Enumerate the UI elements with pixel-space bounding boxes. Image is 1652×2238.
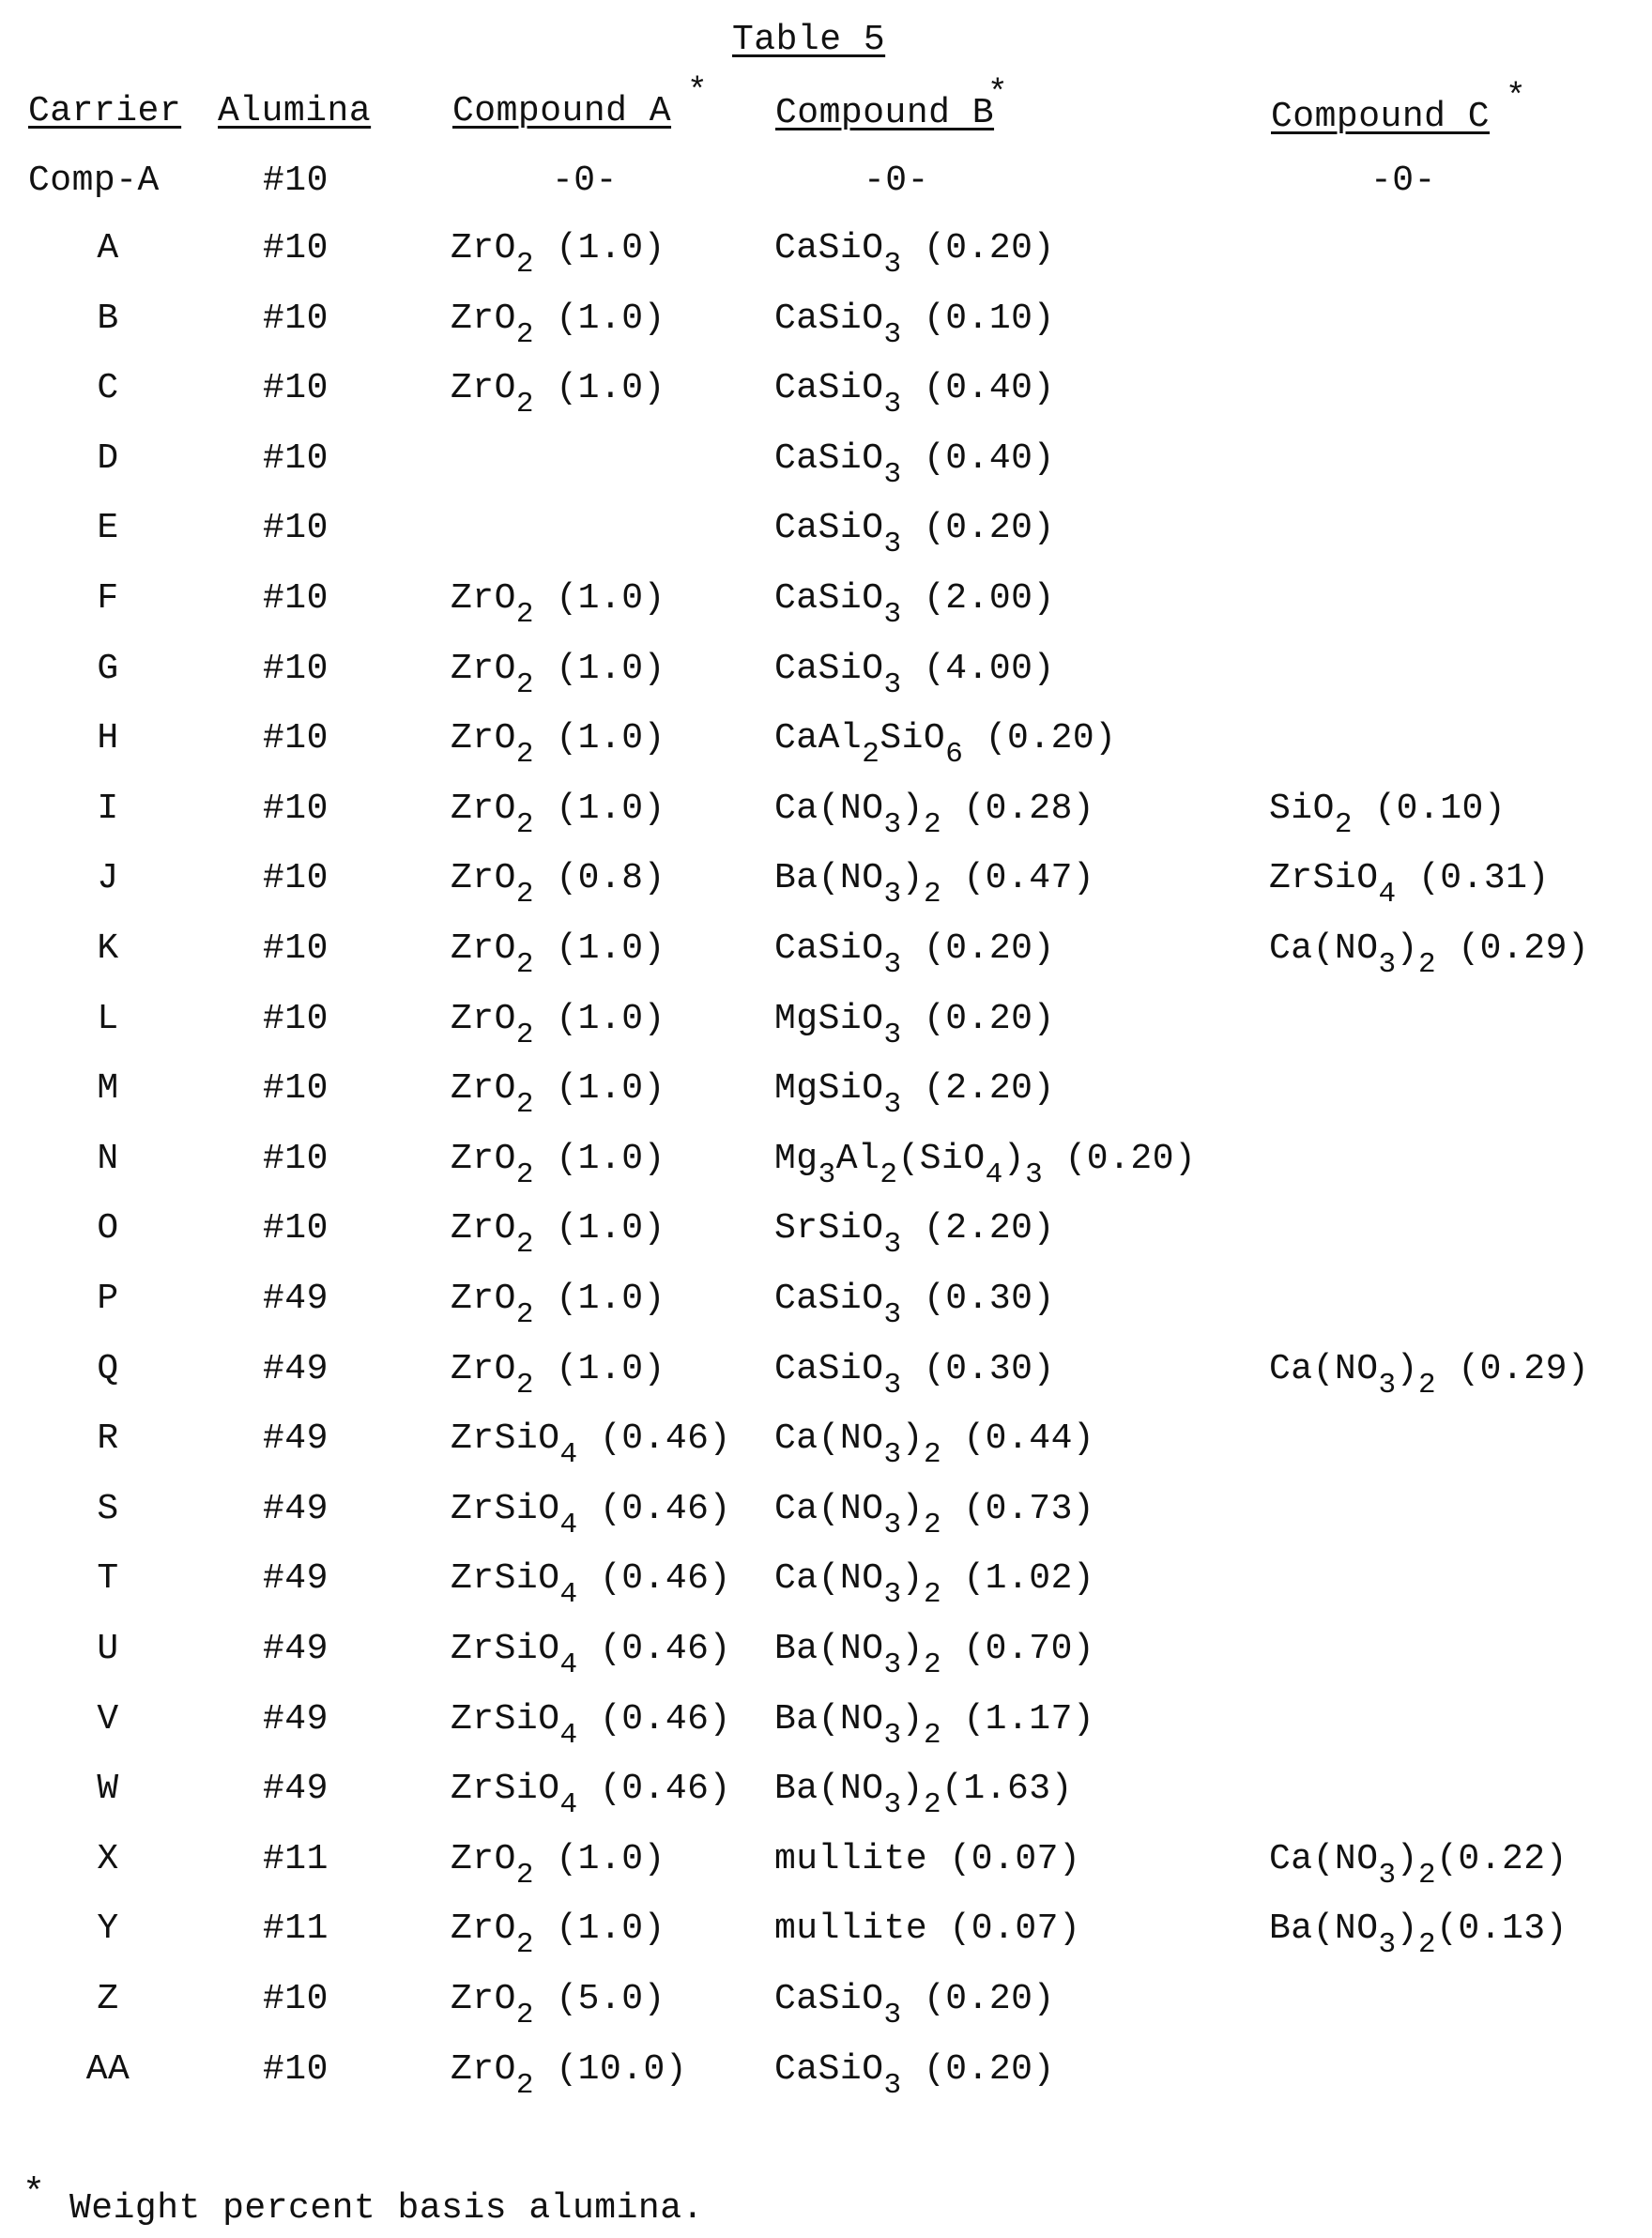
- carrier-cell: N: [97, 1138, 119, 1179]
- table-row: [0, 858, 1652, 912]
- subscript: 2: [515, 598, 535, 631]
- compound-a-cell: ZrO$_2$ (1.0): [451, 298, 665, 351]
- alumina-cell: #11: [263, 1908, 329, 1950]
- subscript: 3: [883, 248, 902, 281]
- carrier-cell: B: [97, 298, 119, 339]
- subscript: 2: [923, 1438, 942, 1472]
- compound-b-cell: CaSiO$_3$ (4.00): [774, 648, 1055, 701]
- subscript: 4: [1378, 878, 1397, 912]
- subscript: 2: [923, 1578, 942, 1612]
- subscript: 3: [883, 807, 902, 841]
- alumina-cell: #10: [263, 228, 329, 268]
- subscript: 2: [515, 807, 535, 841]
- compound-b-cell: $Ca(NO_3)_2$ (0.44): [774, 1418, 1095, 1472]
- compound-a-cell: ZrO$_2$ (1.0): [451, 578, 665, 631]
- compound-b-cell: $Ba(NO_3)_2$ (0.70): [774, 1629, 1095, 1681]
- compound-b-cell: CaSiO$_3$ (0.10): [774, 298, 1055, 351]
- table-row: [0, 437, 1652, 491]
- subscript: 2: [515, 317, 535, 351]
- subscript: 3: [883, 1578, 902, 1612]
- table-row: [0, 1488, 1652, 1541]
- footnote-asterisk-compound-a: *: [687, 72, 708, 111]
- subscript: 4: [559, 1648, 578, 1681]
- alumina-cell: #10: [263, 298, 329, 339]
- subscript: 2: [515, 1928, 535, 1962]
- compound-b-cell: CaSiO$_3$ (0.20): [774, 1979, 1055, 2031]
- carrier-cell: Q: [97, 1348, 119, 1389]
- compound-b-cell: $Ca(NO_3)_2$ (0.28): [774, 788, 1095, 841]
- subscript: 2: [515, 948, 535, 981]
- compound-a-cell: ZrO$_2$ (5.0): [451, 1979, 665, 2031]
- subscript: 2: [1417, 1368, 1437, 1402]
- compound-b-cell: CaSiO$_3$ (0.20): [774, 2048, 1055, 2102]
- subscript: 3: [1378, 948, 1397, 981]
- alumina-cell: #10: [263, 437, 329, 479]
- footnote-marker: *: [23, 2173, 46, 2215]
- carrier-cell: I: [97, 788, 119, 829]
- subscript: 2: [923, 1788, 942, 1822]
- subscript: 2: [515, 1368, 535, 1402]
- subscript: 4: [559, 1438, 578, 1472]
- alumina-cell: #10: [263, 718, 329, 759]
- alumina-cell: #49: [263, 1558, 329, 1600]
- carrier-cell: O: [97, 1208, 119, 1249]
- subscript: 2: [515, 388, 535, 422]
- subscript: 3: [1378, 1858, 1397, 1892]
- subscript: 2: [515, 248, 535, 281]
- footnote-text: Weight percent basis alumina.: [69, 2188, 704, 2229]
- alumina-cell: #10: [263, 1068, 329, 1110]
- alumina-cell: #49: [263, 1418, 329, 1460]
- compound-b-cell: CaSiO$_3$ (0.40): [774, 368, 1055, 422]
- carrier-cell: T: [97, 1558, 119, 1600]
- compound-c-cell: -0-: [1370, 161, 1436, 201]
- subscript: 4: [559, 1508, 578, 1541]
- compound-b-cell: $Ca(NO_3)_2$ (0.73): [774, 1488, 1095, 1541]
- compound-b-cell: CaSiO$_3$ (2.00): [774, 578, 1055, 631]
- subscript: 3: [883, 878, 902, 912]
- subscript: 2: [515, 878, 535, 912]
- compound-b-cell: MgSiO$_3$ (2.20): [774, 1068, 1055, 1122]
- subscript: 3: [883, 1648, 902, 1681]
- subscript: 3: [883, 1438, 902, 1472]
- compound-c-cell: $Ba(NO_3)_2(0.13)$: [1269, 1908, 1568, 1962]
- carrier-cell: U: [97, 1629, 119, 1669]
- compound-b-cell: CaSiO$_3$ (0.20): [774, 228, 1055, 281]
- table-row: [0, 1979, 1652, 2031]
- subscript: 3: [883, 667, 902, 701]
- compound-a-cell: ZrO$_2$ (1.0): [451, 1138, 665, 1191]
- carrier-cell: J: [97, 858, 119, 899]
- subscript: 3: [883, 1368, 902, 1402]
- subscript: 3: [883, 388, 902, 422]
- alumina-cell: #10: [263, 858, 329, 899]
- subscript: 3: [883, 1788, 902, 1822]
- table-row: [0, 928, 1652, 981]
- compound-a-cell: ZrO$_2$ (1.0): [451, 1348, 665, 1402]
- compound-a-cell: ZrO$_2$ (10.0): [451, 2048, 688, 2102]
- subscript: 2: [515, 1858, 535, 1892]
- carrier-cell: C: [97, 368, 119, 409]
- alumina-cell: #10: [263, 788, 329, 829]
- table-row: [0, 228, 1652, 281]
- alumina-cell: #49: [263, 1488, 329, 1529]
- subscript: 2: [515, 1228, 535, 1262]
- subscript: 3: [1378, 1368, 1397, 1402]
- header-compound-a: Compound A: [452, 91, 672, 131]
- subscript: 3: [883, 1298, 902, 1331]
- compound-a-cell: ZrSiO$_4$ (0.46): [451, 1488, 731, 1541]
- subscript: 2: [515, 1018, 535, 1051]
- subscript: 2: [923, 878, 942, 912]
- table-row: [0, 368, 1652, 422]
- table-row: [0, 578, 1652, 631]
- subscript: 2: [923, 1718, 942, 1752]
- subscript: 3: [883, 1228, 902, 1262]
- subscript: 3: [883, 1018, 902, 1051]
- table-row: [0, 1068, 1652, 1122]
- subscript: 2: [1334, 807, 1354, 841]
- subscript: 2: [1417, 948, 1437, 981]
- table-row: [0, 2048, 1652, 2102]
- compound-c-cell: SiO$_2$ (0.10): [1269, 788, 1507, 841]
- table-row: [0, 163, 1652, 201]
- table-row: [0, 1418, 1652, 1472]
- subscript: 2: [515, 1999, 535, 2031]
- compound-b-cell: $Mg_3Al_2(SiO_4)_3$ (0.20): [774, 1138, 1197, 1191]
- alumina-cell: #49: [263, 1348, 329, 1389]
- subscript: 2: [923, 1508, 942, 1541]
- carrier-cell: AA: [85, 2048, 130, 2090]
- subscript: 3: [883, 1508, 902, 1541]
- subscript: 4: [559, 1718, 578, 1752]
- carrier-cell: Comp-A: [28, 161, 160, 201]
- table-row: [0, 718, 1652, 772]
- alumina-cell: #10: [263, 1208, 329, 1249]
- carrier-cell: Z: [97, 1979, 119, 2019]
- alumina-cell: #49: [263, 1629, 329, 1669]
- subscript: 3: [883, 1999, 902, 2031]
- compound-b-cell: $Ba(NO_3)_2(1.63)$: [774, 1769, 1073, 1822]
- header-compound-c: Compound C: [1271, 97, 1491, 137]
- subscript: 3: [883, 1088, 902, 1122]
- carrier-cell: F: [97, 578, 119, 619]
- compound-a-cell: ZrSiO$_4$ (0.46): [451, 1558, 731, 1612]
- compound-a-cell: ZrO$_2$ (1.0): [451, 228, 665, 281]
- subscript: 2: [515, 2068, 535, 2102]
- table-row: [0, 998, 1652, 1051]
- table-row: [0, 1769, 1652, 1822]
- alumina-cell: #10: [263, 161, 329, 201]
- subscript: 2: [1417, 1928, 1437, 1962]
- table-row: [0, 1558, 1652, 1612]
- subscript: 3: [883, 317, 902, 351]
- alumina-cell: #10: [263, 2048, 329, 2090]
- compound-a-cell: ZrO$_2$ (1.0): [451, 718, 665, 772]
- compound-a-cell: ZrO$_2$ (1.0): [451, 928, 665, 981]
- subscript: 2: [515, 1088, 535, 1122]
- table-row: [0, 1138, 1652, 1191]
- subscript: 2: [923, 1648, 942, 1681]
- compound-a-cell: ZrO$_2$ (1.0): [451, 1838, 665, 1892]
- carrier-cell: Y: [97, 1908, 119, 1950]
- subscript: 4: [985, 1157, 1003, 1191]
- compound-a-cell: ZrO$_2$ (1.0): [451, 1068, 665, 1122]
- compound-c-cell: ZrSiO$_4$ (0.31): [1269, 858, 1550, 912]
- compound-b-cell: CaSiO$_3$ (0.20): [774, 508, 1055, 561]
- compound-a-cell: ZrO$_2$ (1.0): [451, 788, 665, 841]
- subscript: 2: [515, 1157, 535, 1191]
- subscript: 3: [818, 1157, 836, 1191]
- compound-c-cell: $Ca(NO_3)_2(0.22)$: [1269, 1838, 1568, 1892]
- compound-a-cell: ZrSiO$_4$ (0.46): [451, 1698, 731, 1752]
- compound-c-cell: $Ca(NO_3)_2$ (0.29): [1269, 928, 1590, 981]
- carrier-cell: M: [97, 1068, 119, 1110]
- compound-b-cell: MgSiO$_3$ (0.20): [774, 998, 1055, 1051]
- subscript: 2: [515, 738, 535, 772]
- subscript: 4: [559, 1578, 578, 1612]
- alumina-cell: #10: [263, 1979, 329, 2019]
- carrier-cell: S: [97, 1488, 119, 1529]
- carrier-cell: V: [97, 1698, 119, 1740]
- table-row: [0, 1698, 1652, 1752]
- subscript: 3: [883, 948, 902, 981]
- table-row: [0, 1348, 1652, 1402]
- subscript: 2: [515, 1298, 535, 1331]
- carrier-cell: X: [97, 1838, 119, 1879]
- carrier-cell: W: [97, 1769, 119, 1810]
- compound-a-cell: ZrSiO$_4$ (0.46): [451, 1629, 731, 1681]
- compound-b-cell: CaSiO$_3$ (0.20): [774, 928, 1055, 981]
- compound-a-cell: ZrO$_2$ (1.0): [451, 1208, 665, 1262]
- compound-a-cell: ZrO$_2$ (0.8): [451, 858, 665, 912]
- compound-a-cell: ZrO$_2$ (1.0): [451, 1279, 665, 1331]
- alumina-cell: #10: [263, 998, 329, 1039]
- subscript: 6: [945, 738, 964, 772]
- compound-b-cell: $Ca(NO_3)_2$ (1.02): [774, 1558, 1095, 1612]
- table-row: [0, 1629, 1652, 1681]
- compound-b-cell: $Ba(NO_3)_2$ (0.47): [774, 858, 1095, 912]
- subscript: 3: [883, 528, 902, 561]
- compound-b-cell: CaAl$_2$SiO$_6$ (0.20): [774, 718, 1117, 772]
- header-alumina: Alumina: [218, 91, 372, 131]
- table-row: [0, 1279, 1652, 1331]
- compound-b-cell: mullite (0.07): [774, 1838, 1081, 1879]
- footnote-asterisk-compound-b: *: [987, 74, 1008, 113]
- carrier-cell: R: [97, 1418, 119, 1460]
- carrier-cell: H: [97, 718, 119, 759]
- table-row: [0, 508, 1652, 561]
- compound-a-cell: ZrSiO$_4$ (0.46): [451, 1418, 731, 1472]
- header-carrier: Carrier: [28, 91, 182, 131]
- table-row: [0, 788, 1652, 841]
- header-compound-b: Compound B: [775, 93, 995, 133]
- alumina-cell: #10: [263, 648, 329, 689]
- compound-a-cell: ZrSiO$_4$ (0.46): [451, 1769, 731, 1822]
- table-row: [0, 1208, 1652, 1262]
- carrier-cell: A: [97, 228, 119, 268]
- carrier-cell: L: [97, 998, 119, 1039]
- compound-b-cell: SrSiO$_3$ (2.20): [774, 1208, 1055, 1262]
- compound-b-cell: mullite (0.07): [774, 1908, 1081, 1950]
- carrier-cell: E: [97, 508, 119, 549]
- compound-a-cell: ZrO$_2$ (1.0): [451, 648, 665, 701]
- carrier-cell: D: [97, 437, 119, 479]
- compound-b-cell: $Ba(NO_3)_2$ (1.17): [774, 1698, 1095, 1752]
- compound-a-cell: ZrO$_2$ (1.0): [451, 1908, 665, 1962]
- carrier-cell: P: [97, 1279, 119, 1319]
- alumina-cell: #10: [263, 928, 329, 969]
- subscript: 2: [862, 738, 880, 772]
- footnote-asterisk-compound-c: *: [1506, 78, 1526, 116]
- alumina-cell: #10: [263, 508, 329, 549]
- table-row: [0, 1908, 1652, 1962]
- compound-a-cell: ZrO$_2$ (1.0): [451, 998, 665, 1051]
- subscript: 4: [559, 1788, 578, 1822]
- alumina-cell: #49: [263, 1698, 329, 1740]
- compound-a-cell: -0-: [552, 161, 618, 201]
- table-row: [0, 648, 1652, 701]
- subscript: 3: [883, 2068, 902, 2102]
- alumina-cell: #10: [263, 578, 329, 619]
- compound-b-cell: CaSiO$_3$ (0.30): [774, 1279, 1055, 1331]
- alumina-cell: #10: [263, 368, 329, 409]
- compound-a-cell: ZrO$_2$ (1.0): [451, 368, 665, 422]
- alumina-cell: #49: [263, 1769, 329, 1810]
- subscript: 2: [923, 807, 942, 841]
- carrier-cell: G: [97, 648, 119, 689]
- table-title: Table 5: [732, 20, 886, 60]
- alumina-cell: #10: [263, 1138, 329, 1179]
- alumina-cell: #49: [263, 1279, 329, 1319]
- compound-b-cell: CaSiO$_3$ (0.30): [774, 1348, 1055, 1402]
- table-row: [0, 1838, 1652, 1892]
- compound-c-cell: $Ca(NO_3)_2$ (0.29): [1269, 1348, 1590, 1402]
- subscript: 3: [1378, 1928, 1397, 1962]
- subscript: 3: [1025, 1157, 1044, 1191]
- subscript: 2: [515, 667, 535, 701]
- table-row: [0, 298, 1652, 351]
- subscript: 2: [1417, 1858, 1437, 1892]
- subscript: 3: [883, 1718, 902, 1752]
- subscript: 2: [880, 1157, 898, 1191]
- alumina-cell: #11: [263, 1838, 329, 1879]
- carrier-cell: K: [97, 928, 119, 969]
- compound-b-cell: -0-: [864, 161, 929, 201]
- subscript: 3: [883, 457, 902, 491]
- subscript: 3: [883, 598, 902, 631]
- compound-b-cell: CaSiO$_3$ (0.40): [774, 437, 1055, 491]
